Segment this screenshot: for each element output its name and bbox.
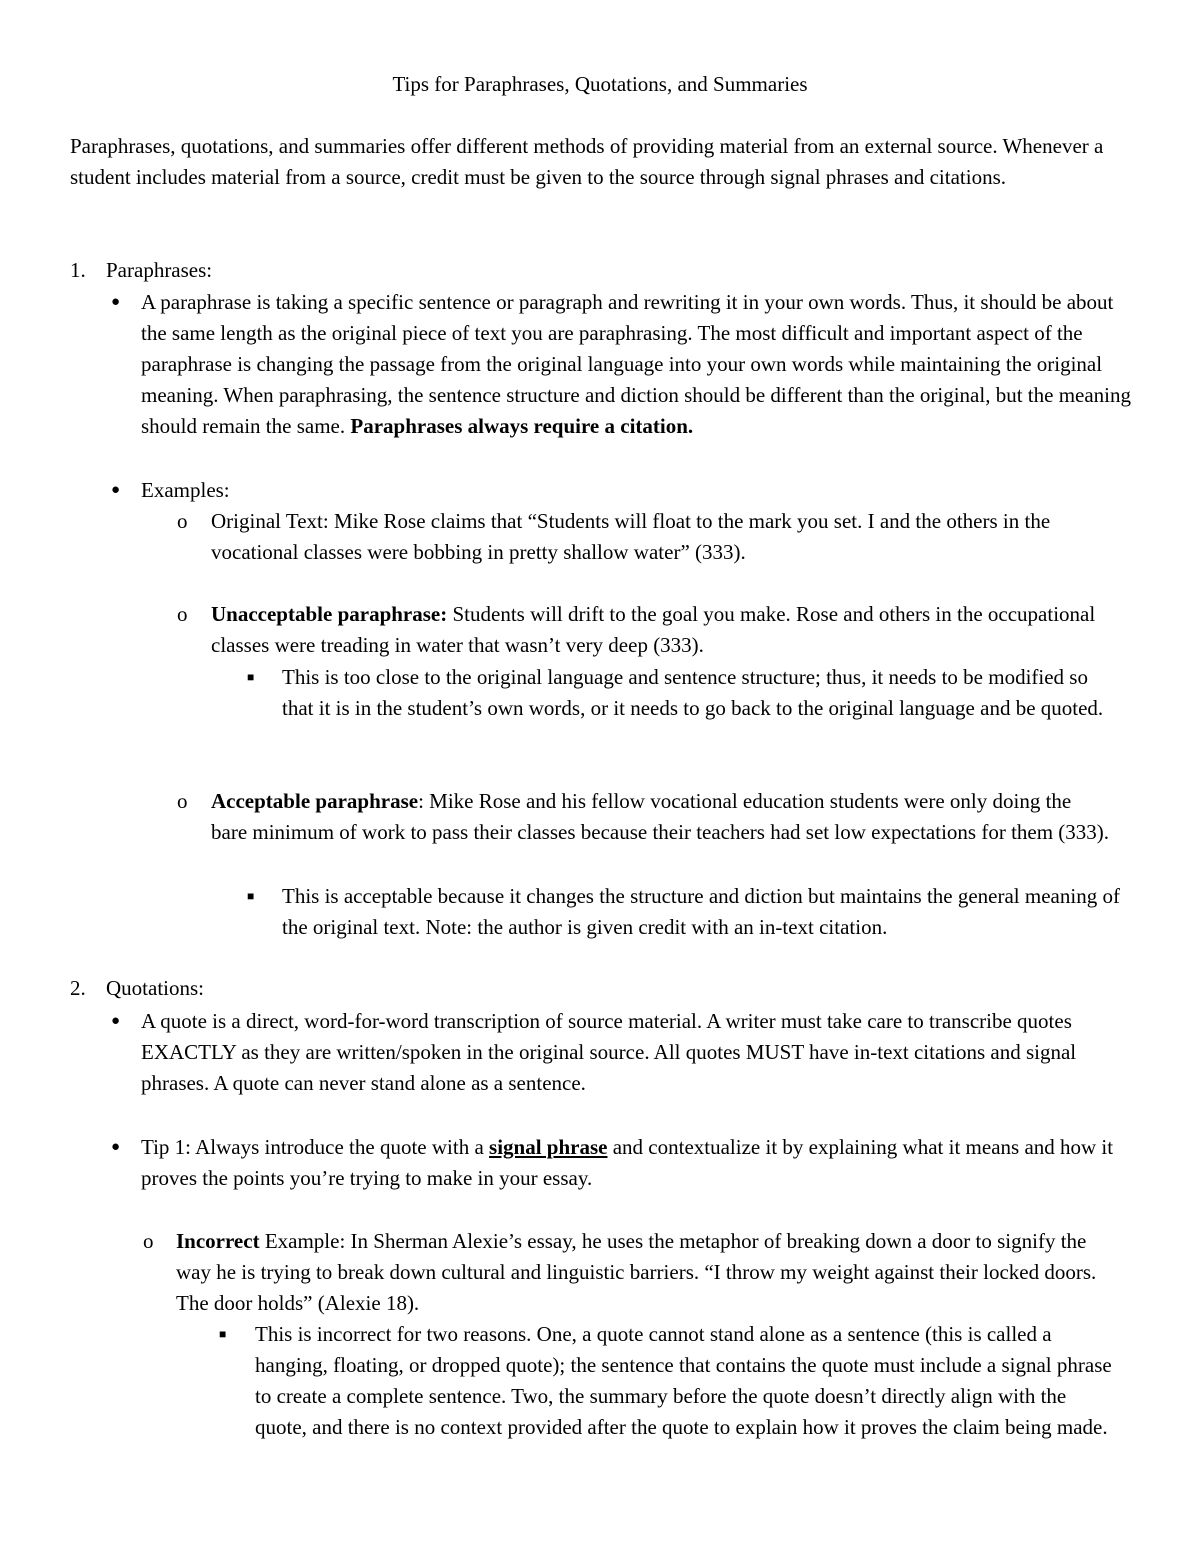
signal-phrase-link[interactable]: signal phrase bbox=[489, 1135, 608, 1159]
section-1-number: 1. bbox=[70, 258, 86, 282]
unacceptable-paraphrase-example: Unacceptable paraphrase: Students will drift to the goal you make. Rose and others in the occupational classes were treading in water that wasn’t very deep (333). bbox=[211, 602, 1096, 657]
bullet-icon: ● bbox=[111, 1139, 121, 1155]
square-bullet-icon: ■ bbox=[247, 670, 255, 684]
square-bullet-icon: ■ bbox=[219, 1327, 227, 1341]
tip-1: Tip 1: Always introduce the quote with a signal phrase and contextualize it by explaining what it means and how it proves the points you’re trying to make in your essay. bbox=[141, 1135, 1114, 1190]
unacceptable-note: This is too close to the original language and sentence structure; thus, it needs to be modified so that it is in the student’s own words, or it needs to go back to the original language and be quoted. bbox=[282, 665, 1104, 720]
paraphrase-citation-rule: Paraphrases always require a citation. bbox=[350, 414, 694, 438]
incorrect-label: Incorrect bbox=[176, 1229, 260, 1253]
section-2-number: 2. bbox=[70, 976, 86, 1000]
acceptable-paraphrase-example: Acceptable paraphrase: Mike Rose and his fellow vocational education students were only doing the bare minimum of work to pass their classes because their teachers had set low expectations for them (333). bbox=[211, 789, 1110, 844]
quote-definition: A quote is a direct, word-for-word transcription of source material. A writer must take care to transcribe quotes EXACTLY as they are written/spoken in the original source. All quotes MUST have in-text citations and signal phrases. A quote can never stand alone as a sentence. bbox=[141, 1009, 1077, 1095]
section-2-heading: Quotations: bbox=[106, 976, 204, 1000]
acceptable-label: Acceptable paraphrase bbox=[211, 789, 419, 813]
bullet-icon: ● bbox=[111, 482, 121, 498]
unacceptable-label: Unacceptable paraphrase: bbox=[211, 602, 448, 626]
incorrect-example: Incorrect Example: In Sherman Alexie’s essay, he uses the metaphor of breaking down a door to signify the way he is trying to break down cultural and linguistic barriers. “I throw my weight against their locked doors. The door holds” (Alexie 18). bbox=[176, 1229, 1097, 1315]
circle-bullet-icon: o bbox=[177, 602, 188, 626]
document-title: Tips for Paraphrases, Quotations, and Summaries bbox=[392, 72, 808, 96]
intro-paragraph: Paraphrases, quotations, and summaries offer different methods of providing material from an external source. Whenever a student includes material from a source, credit must be given to the source through signal phrases and citations. bbox=[70, 134, 1104, 189]
bullet-icon: ● bbox=[111, 294, 121, 310]
examples-label: Examples: bbox=[141, 478, 230, 502]
incorrect-note: This is incorrect for two reasons. One, a quote cannot stand alone as a sentence (this is called a hanging, floating, or dropped quote); the sentence that contains the quote must include a signal phrase to create a complete sentence. Two, the summary before the quote doesn’t directly align with the quote, and there is no context provided after the quote to explain how it proves the claim being made. bbox=[255, 1322, 1112, 1439]
circle-bullet-icon: o bbox=[177, 789, 188, 813]
acceptable-note: This is acceptable because it changes the structure and diction but maintains the general meaning of the original text. Note: the author is given credit with an in-text citation. bbox=[282, 884, 1120, 939]
circle-bullet-icon: o bbox=[143, 1229, 154, 1253]
bullet-icon: ● bbox=[111, 1013, 121, 1029]
square-bullet-icon: ■ bbox=[247, 889, 255, 903]
section-1-heading: Paraphrases: bbox=[106, 258, 213, 282]
original-text-example: Original Text: Mike Rose claims that “Students will float to the mark you set. I and the others in the vocational classes were bobbing in pretty shallow water” (333). bbox=[211, 509, 1051, 564]
circle-bullet-icon: o bbox=[177, 509, 188, 533]
paraphrase-definition: A paraphrase is taking a specific sentence or paragraph and rewriting it in your own words. Thus, it should be about the same length as the original piece of text you are paraphrasing. The most difficult and important aspect of the paraphrase is changing the passage from the original language into your own words while maintaining the original meaning. When paraphrasing, the sentence structure and diction should be different than the original, but the meaning should remain the same. Paraphrases always require a citation. bbox=[141, 290, 1132, 438]
